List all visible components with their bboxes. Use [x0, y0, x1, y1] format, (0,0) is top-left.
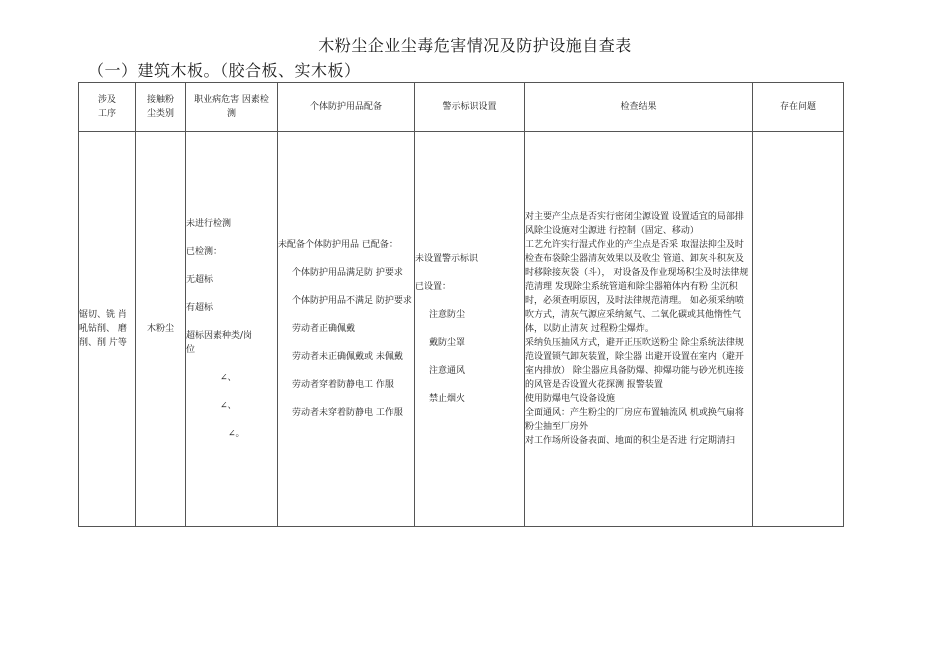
cell-process: 锯切、铣 肖 吼钻削、 磨 削、削 片等 — [79, 132, 136, 527]
header-process: 涉及 工序 — [79, 83, 136, 132]
cell-inspection: 对主要产尘点是否实行密闭尘源设置 设置适宜的局部排风除尘设施对尘源进 行控制（固定、移动） 工艺允许实行湿式作业的产尘点是否采 取湿法抑尘及时检查布袋除尘器清灰效果以及收尘 管道、卸灰斗积灰及时移除接灰袋（斗）， 对设备及作业现场积尘及时法律规范清理 发现除尘系统管道和除尘器箱体内有粉 尘沉积时，必须查明原因，及时法律规范清理。 如必须采纳喷吹方式，清灰气源应采纳氮气、二氧化碳或其他惰性气体，以防止清灰 过程粉尘爆炸。 采纳负压抽风方式，避开正压吹送粉尘 除尘系统法律规范设置锁气卸灰装置，除尘器 出避开设置在室内（避开室内排放） 除尘器应具备防爆、抑爆功能与砂光机连接的风管是否设置火花探测 报警装置 使用防爆电气设备设施 全面通风：产生粉尘的厂房应布置轴流风 机或换气扇将粉尘抽至厂房外 对工作场所设备表面、地面的积尘是否进 行定期清扫 — [525, 132, 753, 527]
header-ppe: 个体防护用品配备 — [278, 83, 415, 132]
cell-dust-type: 木粉尘 — [136, 132, 186, 527]
ppe-not-equipped: 未配备个体防护用品 已配备： — [278, 240, 398, 250]
self-check-table — [78, 82, 844, 527]
hazard-blank-1: ∠、 — [220, 373, 237, 383]
header-hazard-detection: 职业病危害 因素检 测 — [186, 83, 278, 132]
sign-dust-attention: 注意防尘 — [429, 310, 466, 320]
sign-ventilation: 注意通风 — [429, 366, 466, 376]
hazard-exceed: 有超标 — [186, 303, 214, 313]
header-problems: 存在问题 — [753, 83, 844, 132]
ppe-worn-incorrectly: 劳动者未正确佩戴或 未佩戴 — [292, 352, 403, 362]
cell-warning-signs — [415, 132, 525, 527]
hazard-no-exceed: 无超标 — [186, 275, 214, 285]
table-row — [79, 132, 844, 527]
hazard-blank-3: ∠。 — [228, 429, 245, 439]
ppe-meets: 个体防护用品满足防 护要求 — [292, 268, 403, 278]
cell-problems — [753, 132, 844, 527]
header-warning-signs: 警示标识设置 — [415, 83, 525, 132]
ppe-antistatic-worn: 劳动者穿着防静电工 作服 — [292, 380, 394, 390]
signs-set: 已设置： — [415, 282, 452, 292]
hazard-blank-2: ∠、 — [220, 401, 237, 411]
hazard-exceed-types: 超标因素种类/岗 位 — [186, 331, 253, 355]
ppe-antistatic-not-worn: 劳动者未穿着防静电 工作服 — [292, 408, 403, 418]
sign-dust-mask: 戴防尘罩 — [429, 338, 466, 348]
cell-hazard-detection — [186, 132, 278, 527]
document-title: 木粉尘企业尘毒危害情况及防护设施自查表 — [318, 36, 632, 55]
signs-not-set: 未设置警示标识 — [415, 254, 479, 264]
section-title: （一）建筑木板。（胶合板、实木板） — [88, 61, 361, 80]
sign-no-fire: 禁止烟火 — [429, 394, 466, 404]
hazard-not-tested: 未进行检测 — [186, 219, 232, 229]
table-header-row — [79, 83, 844, 132]
ppe-worn-correctly: 劳动者正确佩戴 — [292, 324, 356, 334]
header-inspection: 检查结果 — [525, 83, 753, 132]
cell-ppe — [278, 132, 415, 527]
ppe-not-meets: 个体防护用品不满足 防护要求 — [292, 296, 412, 306]
header-dust-type: 接触粉 尘类别 — [136, 83, 186, 132]
hazard-tested: 已检测： — [186, 247, 223, 257]
